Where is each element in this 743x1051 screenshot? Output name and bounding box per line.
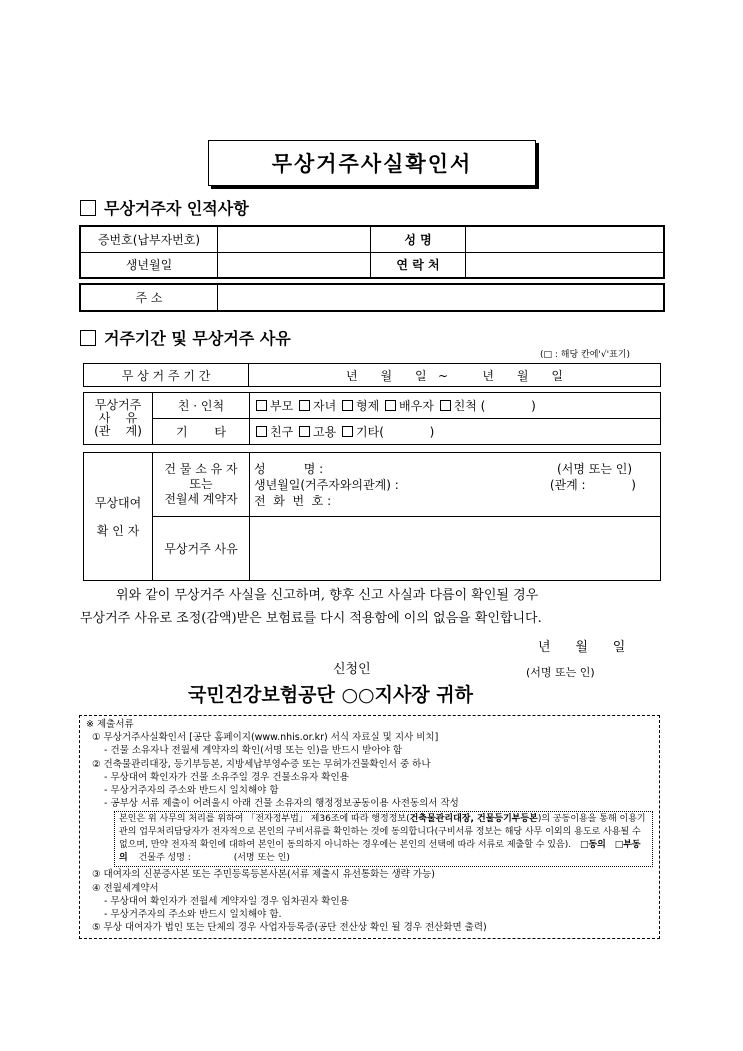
address-table xyxy=(79,283,665,312)
reason-table xyxy=(83,392,661,445)
notes-item-5: ⑤ 무상 대여자가 법인 또는 단체의 경우 사업자등록증(공단 전산상 확인 될 경우 전산화면 출력) xyxy=(92,922,487,934)
declaration-date[interactable]: 년 월 일 xyxy=(538,640,626,655)
owner-phone-label: 전 화 번 호 : xyxy=(254,493,332,508)
section-personal-heading xyxy=(80,196,249,219)
id-number-label: 증번호(납부자번호) xyxy=(80,226,218,252)
notes-item-1: ① 무상거주사실확인서 [공단 홈페이지(www.nhis.or.kr) 서식 자료실 및 지사 비치] xyxy=(92,732,439,744)
required-documents xyxy=(79,715,660,939)
birthdate-label: 생년월일 xyxy=(80,252,218,278)
address-field[interactable] xyxy=(218,284,665,311)
checkbox-sibling[interactable]: 형제 xyxy=(340,399,379,413)
section-period-title: 거주기간 및 무상거주 사유 xyxy=(104,329,291,348)
notes-item-2-sub1: - 무상대여 확인자가 건물 소유주일 경우 건물소유자 확인용 xyxy=(104,771,349,783)
owner-label-line3: 전월세 계약자 xyxy=(164,492,238,506)
notes-item-4: ④ 전월세계약서 xyxy=(92,882,159,894)
consent-text-c: )의 공동이용을 통해 이용기관의 업무처리담당자가 전자적으로 본인의 구비서류를 확인하는 것에 동의합니다(구비서류 정보는 해당 사무 이외의 용도로 사용될 수 없으며, 만약 전자적 확인에 대하여 본인이 동의하지 아니하는 경우에는 본인의 선택에 따라 서류로 제출할 수 있음). xyxy=(119,814,646,851)
section-personal-title: 무상거주자 인적사항 xyxy=(104,199,249,218)
checkbox-friend[interactable]: 친구 xyxy=(254,425,293,439)
consent-sign[interactable]: (서명 또는 인) xyxy=(233,853,290,864)
owner-label-line2: 또는 xyxy=(189,477,213,491)
reason-label-line3: (관 계) xyxy=(94,424,142,438)
notes-item-2-sub3: - 공부상 서류 제출이 어려울시 아래 건물 소유자의 행정정보공동이용 사전동의서 작성 xyxy=(104,798,459,810)
consent-text-bold: 건축물관리대장, 건물등기부등본 xyxy=(409,814,538,825)
confirmer-label-line2: 확 인 자 xyxy=(96,523,140,538)
other-label: 기 타 xyxy=(153,419,250,445)
personal-info-table xyxy=(79,225,665,279)
declaration-text xyxy=(80,584,665,630)
confirmer-label xyxy=(84,453,153,581)
check-hint: (□ : 해당 칸에'√'표기) xyxy=(540,350,630,360)
document-title: 무상거주사실확인서 xyxy=(208,140,536,186)
relatives-options xyxy=(250,393,661,419)
owner-label-line1: 건 물 소 유 자 xyxy=(164,462,238,476)
owner-fields xyxy=(250,453,661,517)
name-label: 성 명 xyxy=(371,226,466,252)
owner-relation-label[interactable]: (관계 : ) xyxy=(549,477,636,492)
confirmer-table xyxy=(83,452,661,581)
recipient: 국민건강보험공단 ○○지사장 귀하 xyxy=(188,684,473,706)
address-label: 주 소 xyxy=(80,284,218,311)
free-reason-field[interactable] xyxy=(250,517,661,581)
checkbox-relative[interactable]: 친척 ( ) xyxy=(438,399,536,413)
consent-box xyxy=(114,811,653,867)
reason-label xyxy=(84,393,153,445)
section-period-heading xyxy=(80,326,291,349)
free-reason-label: 무상거주 사유 xyxy=(153,517,250,581)
name-field[interactable] xyxy=(466,226,665,252)
applicant-sign[interactable]: (서명 또는 인) xyxy=(526,666,595,679)
relatives-label: 친 · 인척 xyxy=(153,393,250,419)
owner-name-label: 성 명 : xyxy=(254,461,324,476)
period-field[interactable]: 년 월 일 ~ 년 월 일 xyxy=(249,364,661,387)
consent-agree-checkbox[interactable]: □동의 xyxy=(579,840,606,851)
other-options xyxy=(250,419,661,445)
reason-label-line2: 사 유 xyxy=(98,411,138,425)
owner-sign-label[interactable]: (서명 또는 인) xyxy=(557,461,632,476)
owner-label xyxy=(153,453,250,517)
id-number-field[interactable] xyxy=(218,226,371,252)
declaration-line2: 무상거주 사유로 조정(감액)받은 보험료를 다시 적용함에 이의 없음을 확인합니다. xyxy=(80,611,542,626)
reason-label-line1: 무상거주 xyxy=(94,398,142,412)
checkbox-child[interactable]: 자녀 xyxy=(297,399,336,413)
consent-text-a: 본인은 위 사무의 처리를 위하여 「전자정부법」 제36조에 따라 행정정보( xyxy=(119,814,410,825)
checkbox-other[interactable]: 기타( ) xyxy=(340,425,434,439)
applicant-label: 신청인 xyxy=(333,662,371,677)
birthdate-field[interactable] xyxy=(218,252,371,278)
contact-label: 연 락 처 xyxy=(371,252,466,278)
notes-item-3: ③ 대여자의 신분증사본 또는 주민등록등본사본(서류 제출시 유선통화는 생략 가능) xyxy=(92,869,435,881)
checkbox-parent[interactable]: 부모 xyxy=(254,399,293,413)
consent-disagree-checkbox[interactable]: □부동의 xyxy=(119,840,641,864)
square-icon xyxy=(80,200,96,216)
period-label: 무 상 거 주 기 간 xyxy=(84,364,249,387)
confirmer-label-line1: 무상대여 xyxy=(94,495,142,510)
checkbox-spouse[interactable]: 배우자 xyxy=(383,399,434,413)
declaration-line1: 위와 같이 무상거주 사실을 신고하며, 향후 신고 사실과 다름이 확인될 경우 xyxy=(116,588,539,603)
notes-item-2-sub2: - 무상거주자의 주소와 반드시 일치해야 함 xyxy=(104,785,279,797)
notes-item-2: ② 건축물관리대장, 등기부등본, 지방세납부영수증 또는 무허가건물확인서 중 하나 xyxy=(92,758,431,770)
consent-owner-label: 건물주 성명 : xyxy=(138,853,191,864)
period-table xyxy=(83,363,661,387)
notes-item-4-sub1: - 무상대여 확인자가 전월세 계약자일 경우 임차권자 확인용 xyxy=(104,895,349,907)
notes-header: ※ 제출서류 xyxy=(86,719,134,730)
notes-item-1-sub: - 건물 소유자나 전월세 계약자의 확인(서명 또는 인)을 반드시 받아야 함 xyxy=(104,745,402,757)
notes-item-4-sub2: - 무상거주자의 주소와 반드시 일치해야 함. xyxy=(104,909,282,921)
square-icon xyxy=(80,330,96,346)
contact-field[interactable] xyxy=(466,252,665,278)
owner-birth-label: 생년월일(거주자와의관계) : xyxy=(254,477,399,492)
checkbox-employment[interactable]: 고용 xyxy=(297,425,336,439)
